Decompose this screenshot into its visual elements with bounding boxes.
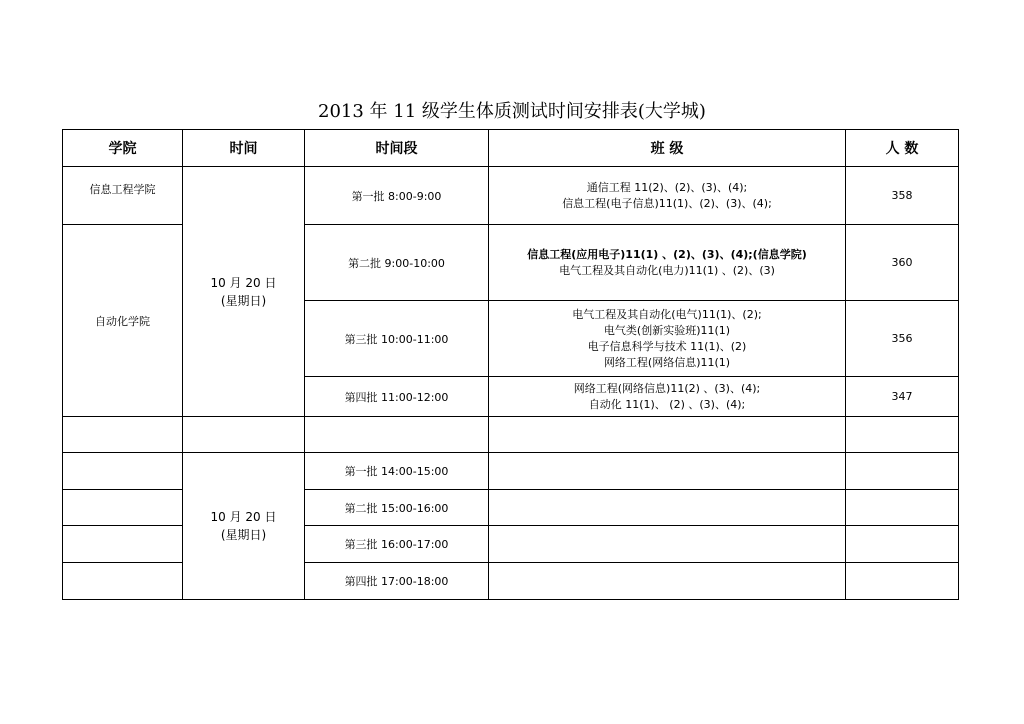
period-cell: 第四批 17:00-18:00	[305, 563, 489, 600]
period-cell: 第一批 14:00-15:00	[305, 453, 489, 490]
empty-cell	[63, 563, 183, 600]
period-cell: 第二批 15:00-16:00	[305, 490, 489, 526]
class-cell	[489, 301, 846, 377]
class-line: 网络工程(网络信息)11(1)	[603, 355, 731, 369]
empty-cell	[846, 563, 959, 600]
table-row	[63, 453, 959, 490]
header-count: 人 数	[846, 130, 959, 167]
period-cell: 第一批 8:00-9:00	[305, 167, 489, 225]
empty-cell	[63, 417, 183, 453]
class-line: 通信工程 11(2)、(2)、(3)、(4);	[586, 180, 748, 194]
empty-cell	[846, 417, 959, 453]
count-cell: 358	[846, 167, 959, 225]
empty-cell	[63, 490, 183, 526]
empty-cell	[489, 417, 846, 453]
class-line: 信息工程(应用电子)11(1) 、(2)、(3)、(4);(信息学院)	[527, 247, 807, 261]
period-cell: 第三批 10:00-11:00	[305, 301, 489, 377]
class-line: 信息工程(电子信息)11(1)、(2)、(3)、(4);	[562, 196, 772, 210]
class-line: 电气工程及其自动化(电力)11(1) 、(2)、(3)	[559, 263, 775, 277]
empty-cell	[489, 490, 846, 526]
class-line: 电子信息科学与技术 11(1)、(2)	[587, 339, 747, 353]
empty-cell	[846, 526, 959, 563]
empty-row	[63, 417, 959, 453]
period-cell: 第二批 9:00-10:00	[305, 225, 489, 301]
class-cell	[489, 377, 846, 417]
period-cell: 第三批 16:00-17:00	[305, 526, 489, 563]
empty-cell	[489, 453, 846, 490]
class-cell	[489, 167, 846, 225]
header-college: 学院	[63, 130, 183, 167]
empty-cell	[63, 526, 183, 563]
count-cell: 356	[846, 301, 959, 377]
date-text: 10 月 20 日	[210, 510, 277, 524]
date-cell-afternoon	[183, 453, 305, 600]
empty-cell	[489, 526, 846, 563]
college-automation: 自动化学院	[63, 225, 183, 417]
table-row	[63, 167, 959, 225]
header-row	[63, 130, 959, 167]
count-cell: 360	[846, 225, 959, 301]
empty-cell	[305, 417, 489, 453]
class-line: 电气工程及其自动化(电气)11(1)、(2);	[572, 307, 762, 321]
period-cell: 第四批 11:00-12:00	[305, 377, 489, 417]
empty-cell	[846, 453, 959, 490]
count-cell: 347	[846, 377, 959, 417]
empty-cell	[489, 563, 846, 600]
empty-cell	[183, 417, 305, 453]
weekday-text: (星期日)	[220, 528, 267, 542]
weekday-text: (星期日)	[220, 293, 267, 308]
page-title: 2013 年 11 级学生体质测试时间安排表(大学城)	[318, 101, 706, 122]
date-cell-morning	[183, 167, 305, 417]
college-info-eng: 信息工程学院	[63, 167, 183, 225]
class-line: 自动化 11(1)、 (2) 、(3)、(4);	[588, 397, 746, 411]
header-time: 时间	[183, 130, 305, 167]
class-line: 网络工程(网络信息)11(2) 、(3)、(4);	[573, 381, 761, 395]
class-line: 电气类(创新实验班)11(1)	[603, 323, 731, 337]
empty-cell	[846, 490, 959, 526]
date-text: 10 月 20 日	[210, 275, 277, 290]
header-class: 班 级	[489, 130, 846, 167]
schedule-table	[62, 129, 959, 600]
empty-cell	[63, 453, 183, 490]
class-cell	[489, 225, 846, 301]
header-period: 时间段	[305, 130, 489, 167]
